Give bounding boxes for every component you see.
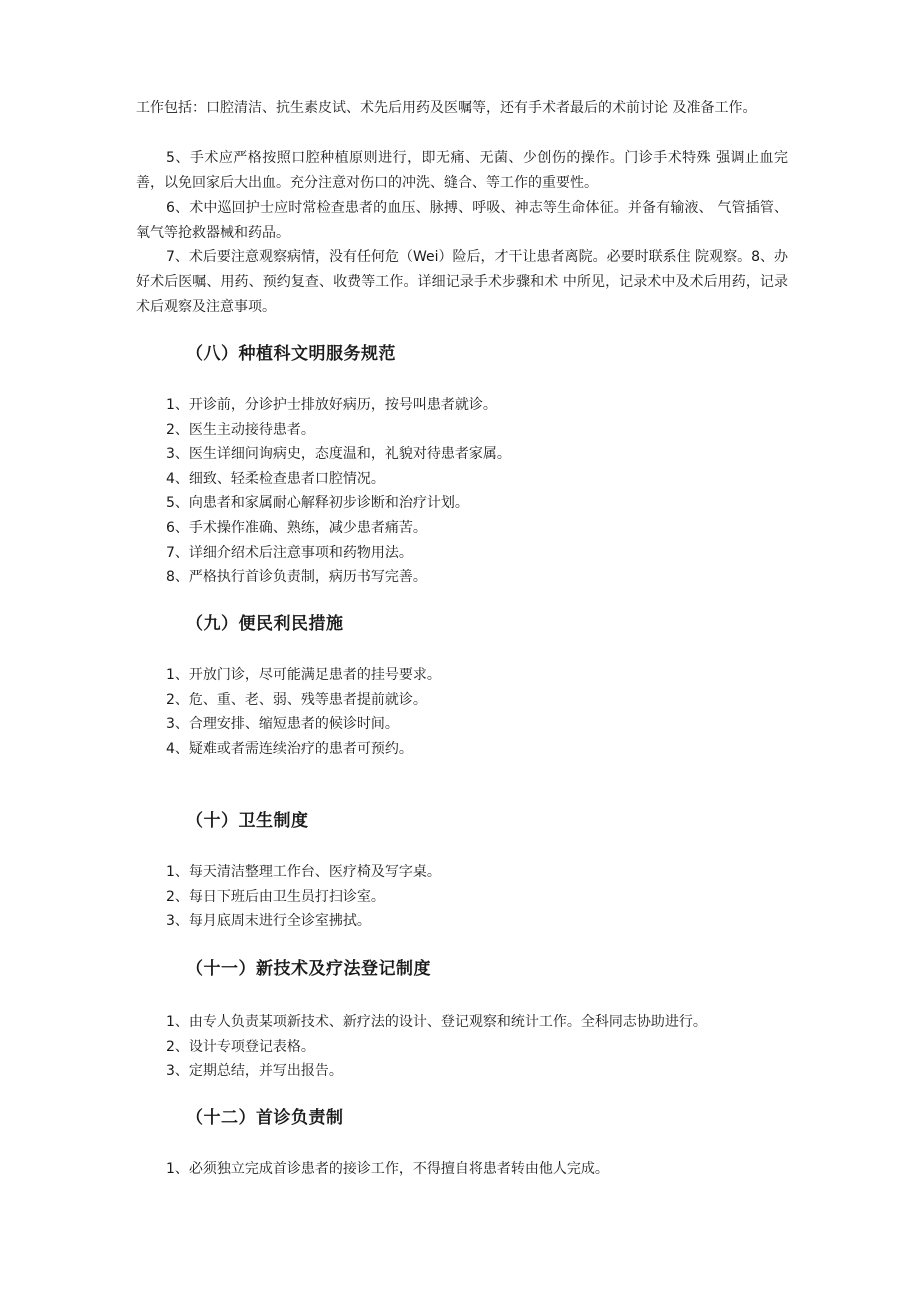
list-item: 2、设计专项登记表格。 (166, 1038, 315, 1055)
list-item: 8、严格执行首诊负责制，病历书写完善。 (166, 569, 427, 586)
section-list-9 (166, 663, 441, 761)
section-title-11: （十一）新技术及疗法登记制度 (186, 959, 431, 979)
list-item: 7、详细介绍术后注意事项和药物用法。 (166, 544, 413, 561)
intro-paragraph-4: 7、术后要注意观察病情，没有任何危（Wei）险后，才干让患者离院。必要时联系住 院观察。8、办好术后医嘱、用药、预约复查、收费等工作。详细记录手术步骤和术 中所见，记录术中及术后用药，记录术后观察及注意事项。 (136, 249, 788, 315)
list-item: 3、医生详细问询病史，态度温和，礼貌对待患者家属。 (166, 446, 511, 463)
list-item: 1、每天清洁整理工作台、医疗椅及写字桌。 (166, 864, 441, 880)
list-item: 2、每日下班后由卫生员打扫诊室。 (166, 888, 385, 905)
intro-paragraph-1: 工作包括：口腔清洁、抗生素皮试、术先后用药及医嘱等，还有手术者最后的术前讨论 及准备工作。 (136, 100, 757, 116)
list-item: 3、定期总结，并写出报告。 (166, 1063, 343, 1080)
list-item: 1、由专人负责某项新技术、新疗法的设计、登记观察和统计工作。全科同志协助进行。 (166, 1014, 707, 1030)
list-item: 3、合理安排、缩短患者的候诊时间。 (166, 716, 399, 733)
list-item: 4、疑难或者需连续治疗的患者可预约。 (166, 740, 413, 757)
section-list-11 (166, 1010, 707, 1084)
list-item: 4、细致、轻柔检查患者口腔情况。 (166, 470, 385, 487)
section-title-10: （十）卫生制度 (186, 811, 309, 831)
section-title-8: （八）种植科文明服务规范 (186, 344, 396, 364)
list-item: 1、开诊前，分诊护士排放好病历，按号叫患者就诊。 (166, 397, 497, 413)
intro-paragraph-3: 6、术中巡回护士应时常检查患者的血压、脉搏、呼吸、神志等生命体征。并备有输液、 气管插管、氧气等抢救器械和药品。 (136, 200, 788, 241)
section-title-12: （十二）首诊负责制 (186, 1108, 344, 1128)
list-item: 6、手术操作准确、熟练，减少患者痛苦。 (166, 519, 427, 536)
section-list-10 (166, 860, 441, 934)
list-item: 2、危、重、老、弱、残等患者提前就诊。 (166, 691, 427, 708)
list-item: 2、医生主动接待患者。 (166, 421, 315, 438)
list-item: 1、必须独立完成首诊患者的接诊工作，不得擅自将患者转由他人完成。 (166, 1161, 609, 1177)
intro-paragraph-2: 5、手术应严格按照口腔种植原则进行，即无痛、无菌、少创伤的操作。门诊手术特殊 强调止血完善，以免回家后大出血。充分注意对伤口的冲洗、缝合、等工作的重要性。 (136, 150, 788, 191)
section-title-9: （九）便民利民措施 (186, 614, 344, 634)
list-item: 3、每月底周末进行全诊室拂拭。 (166, 913, 371, 930)
section-list-8 (166, 393, 511, 590)
list-item: 5、向患者和家属耐心解释初步诊断和治疗计划。 (166, 495, 469, 512)
section-list-12 (166, 1157, 609, 1182)
list-item: 1、开放门诊，尽可能满足患者的挂号要求。 (166, 667, 441, 683)
